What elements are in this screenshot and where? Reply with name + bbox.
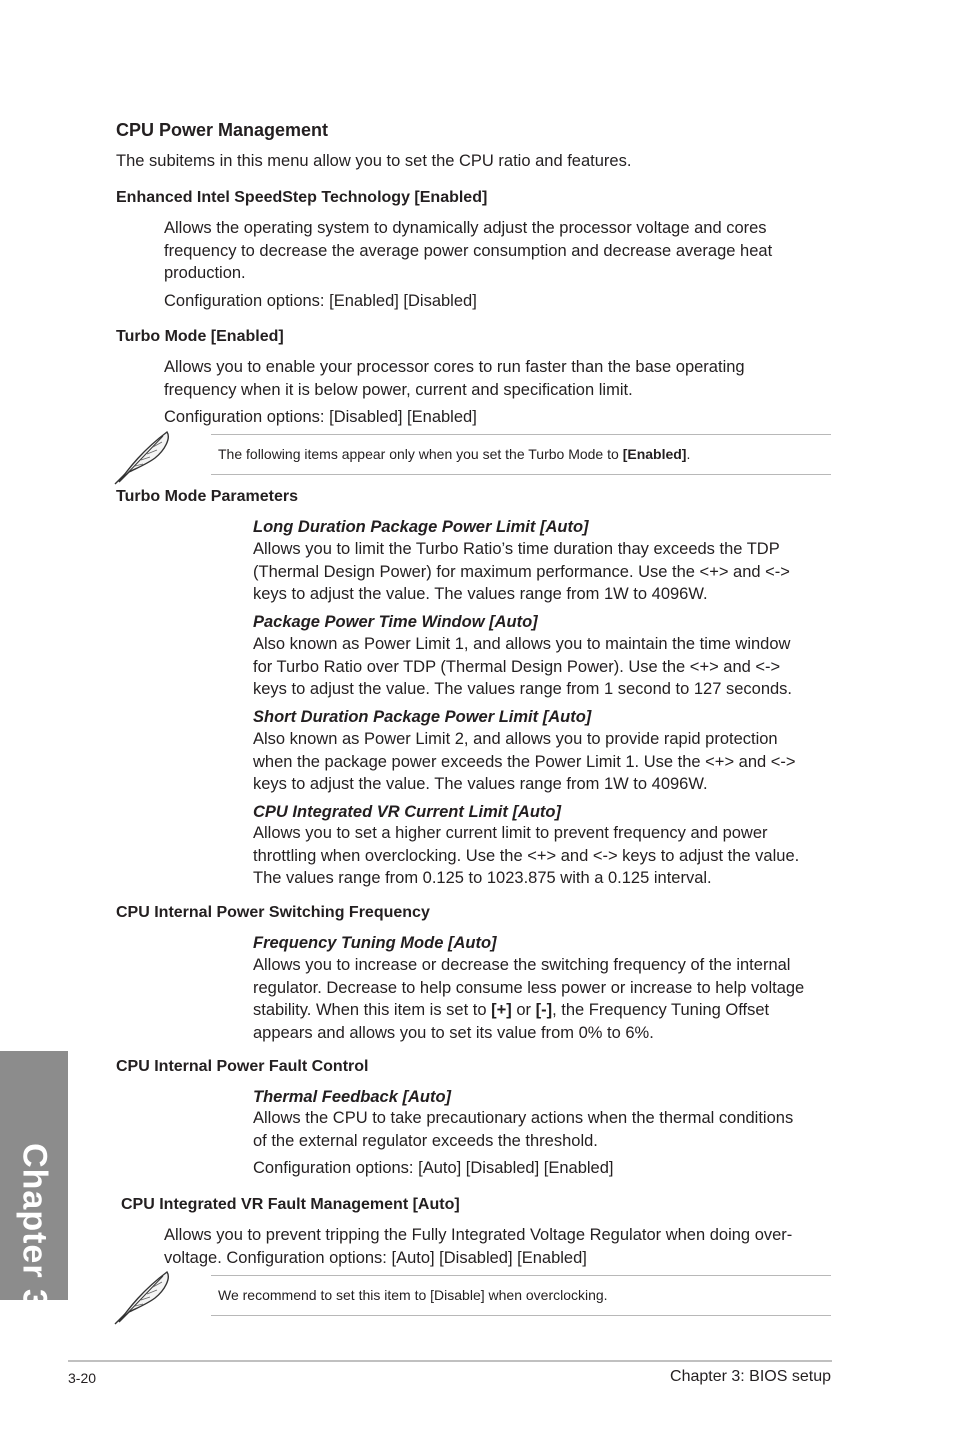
thermal-feedback-description: Allows the CPU to take precautionary actions when the thermal conditions of the external regulator exceeds the threshold. [253,1109,794,1150]
vr-current-limit-description: Allows you to set a higher current limit to prevent frequency and power throttling when overclocking. Use the <+> and <-> keys to adjust the value. The values range from 0.125 to 1023.875 with a 0.125 interval. [253,824,800,887]
chapter-tab-label: Chapter 3 [15,1143,54,1309]
switching-heading: CPU Internal Power Switching Frequency [116,904,430,921]
turbo-mode-heading: Turbo Mode [Enabled] [116,328,284,345]
page-number: 3-20 [68,1370,97,1386]
note-turbo-text: The following items appear only when you set the Turbo Mode to [Enabled]. [218,446,691,462]
vr-current-limit-title: CPU Integrated VR Current Limit [Auto] [253,803,561,821]
intro-text: The subitems in this menu allow you to set the CPU ratio and features. [116,152,632,170]
fault-control-heading: CPU Internal Power Fault Control [116,1058,369,1075]
feather-pen-icon [113,1268,175,1326]
footer-rule [68,1360,832,1362]
time-window-description: Also known as Power Limit 1, and allows you to maintain the time window for Turbo Ratio over TDP (Thermal Design Power). Use the <+> and <-> keys to adjust the value. The values range from 1 second to 127 seconds. [253,635,793,698]
speedstep-config: Configuration options: [Enabled] [Disabled] [164,292,477,310]
frequency-tuning-title: Frequency Tuning Mode [Auto] [253,934,497,952]
footer-chapter: Chapter 3: BIOS setup [670,1368,831,1385]
note-bottom-rule [211,1315,831,1316]
turbo-params-heading: Turbo Mode Parameters [116,488,298,505]
vr-fault-description: Allows you to prevent tripping the Fully Integrated Voltage Regulator when doing over- voltage. Configuration options: [Auto] [Disabled] [Enabled] [164,1226,793,1267]
vr-fault-heading: CPU Integrated VR Fault Management [Auto] [121,1196,460,1213]
note-top-rule [211,434,831,435]
note-top-rule [211,1275,831,1276]
long-duration-title: Long Duration Package Power Limit [Auto] [253,518,589,536]
note-overclock-text: We recommend to set this item to [Disable] when overclocking. [218,1287,608,1303]
long-duration-description: Allows you to limit the Turbo Ratio’s time duration thay exceeds the TDP (Thermal Design Power) for maximum performance. Use the <+> and <-> keys to adjust the value. The values range from 1W to 4096W. [253,540,790,603]
note-bottom-rule [211,474,831,475]
short-duration-description: Also known as Power Limit 2, and allows you to provide rapid protection when the package power exceeds the Power Limit 1. Use the <+> and <-> keys to adjust the value. The values range from 1W to 4096W. [253,730,796,793]
frequency-tuning-description: Allows you to increase or decrease the switching frequency of the internal regulator. Decrease to help consume less power or increase to help voltage stability. When this item is set to [+] or [-], the Frequency Tuning Offset appears and allows you to set its value from 0% to 6%. [253,956,805,1042]
chapter-tab [0,1051,68,1309]
feather-pen-icon [113,428,175,486]
section-title: CPU Power Management [116,120,329,140]
short-duration-title: Short Duration Package Power Limit [Auto] [253,708,592,726]
time-window-title: Package Power Time Window [Auto] [253,613,538,631]
speedstep-description: Allows the operating system to dynamically adjust the processor voltage and cores frequency to decrease the average power consumption and decrease average heat production. [164,219,773,282]
thermal-feedback-title: Thermal Feedback [Auto] [253,1088,452,1106]
turbo-mode-description: Allows you to enable your processor cores to run faster than the base operating frequency when it is below power, current and specification limit. [164,358,745,399]
thermal-feedback-config: Configuration options: [Auto] [Disabled] [Enabled] [253,1159,614,1177]
turbo-mode-config: Configuration options: [Disabled] [Enabled] [164,408,477,426]
speedstep-heading: Enhanced Intel SpeedStep Technology [Enabled] [116,189,488,206]
